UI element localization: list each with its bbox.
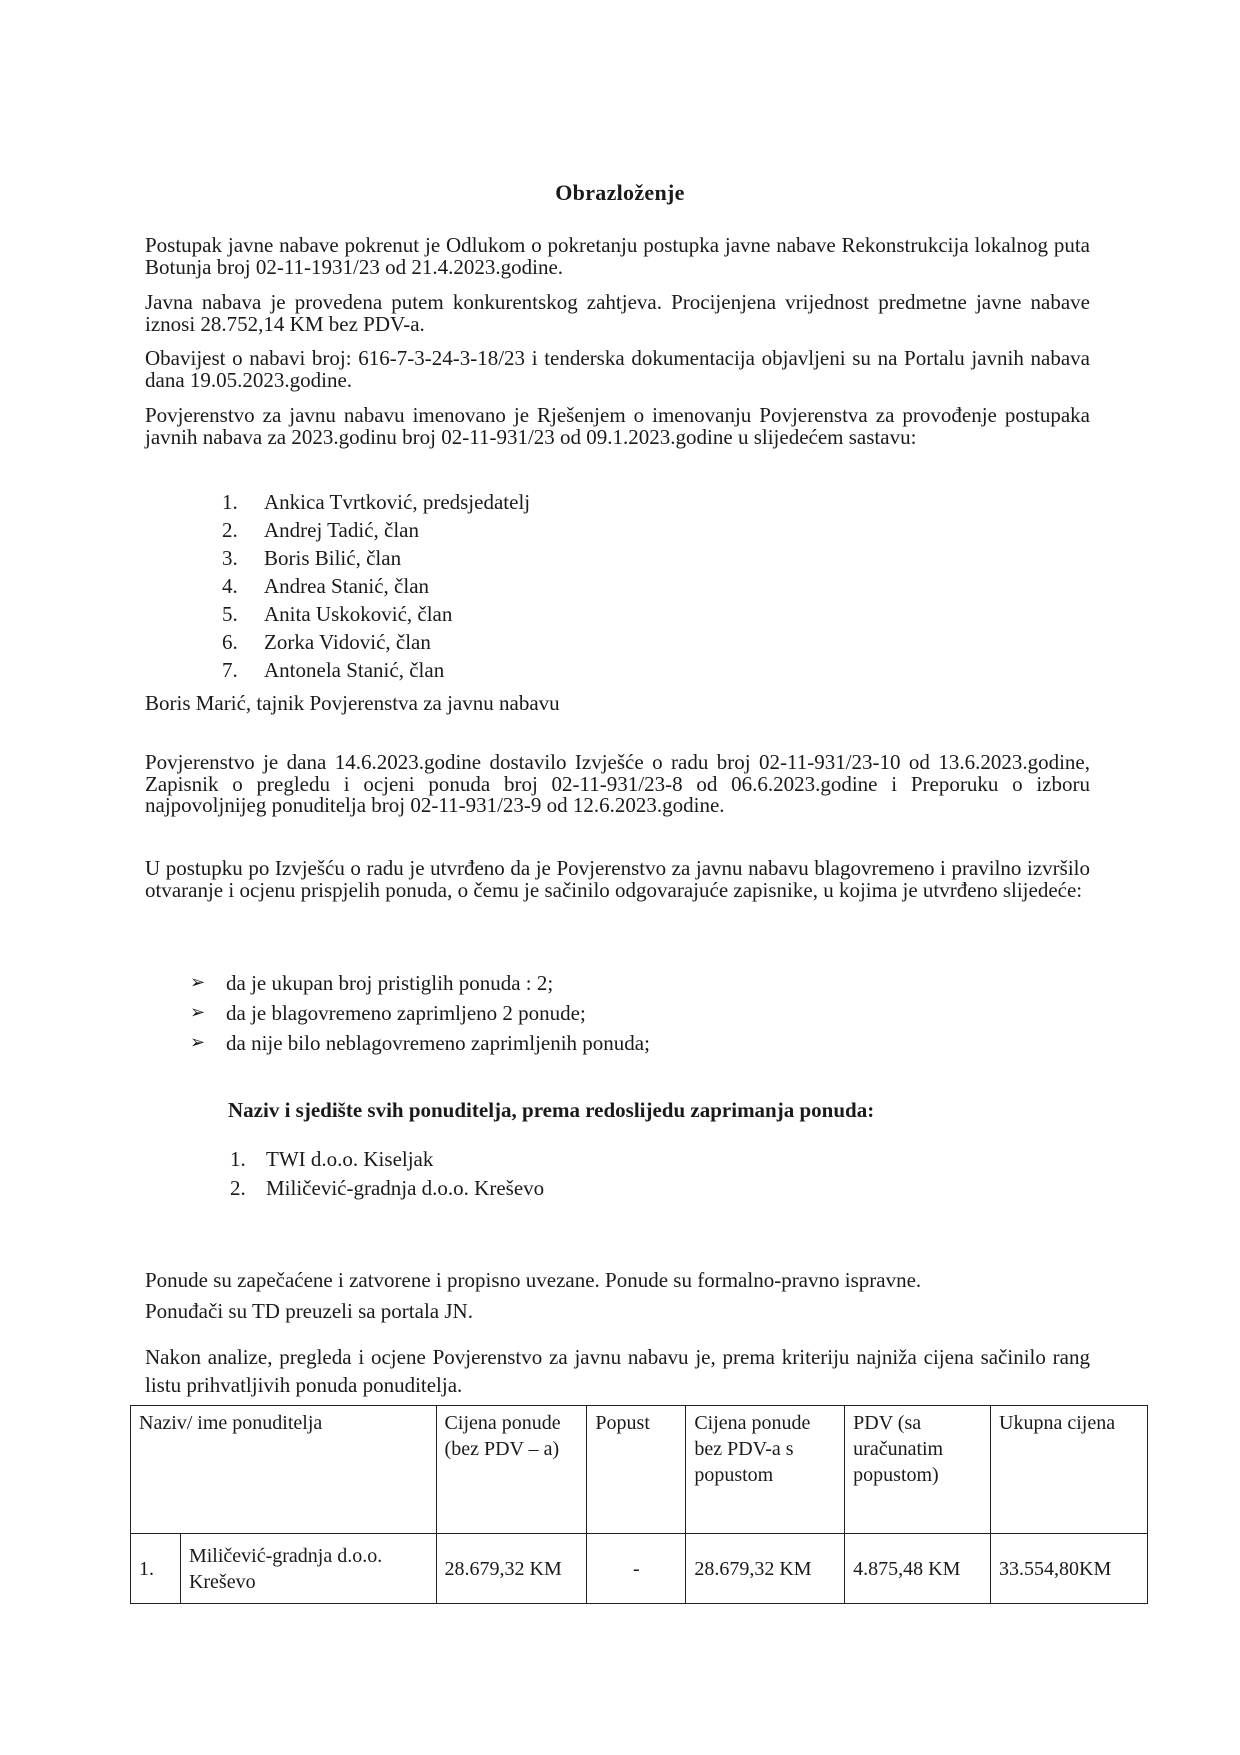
paragraph-report — [145, 752, 1090, 817]
document-title: Obrazloženje — [555, 180, 685, 205]
item-text: Andrea Stanić, član — [264, 574, 430, 598]
ranking-table — [130, 1405, 1148, 1604]
secretary-line: Boris Marić, tajnik Povjerenstva za javnu nabavu — [145, 691, 560, 715]
item-number: 7. — [222, 658, 238, 682]
header-cell-price-discount: Cijena ponude bez PDV-a s popustom — [686, 1406, 845, 1534]
item-text: Ankica Tvrtković, predsjedatelj — [264, 490, 531, 514]
item-number: 2. — [222, 518, 238, 542]
list-item — [222, 544, 530, 572]
list-item — [190, 968, 650, 998]
header-cell-name: Naziv/ ime ponuditelja — [131, 1406, 437, 1534]
item-text: da je ukupan broj pristiglih ponuda : 2; — [226, 971, 554, 995]
cell-vat: 4.875,48 KM — [845, 1534, 991, 1604]
arrow-bullet-icon: ➢ — [190, 1032, 206, 1053]
paragraph-text: Nakon analize, pregleda i ocjene Povjerenstvo za javnu nabavu je, prema kriteriju najniža cijena sačinilo rang listu prihvatljivih ponuda ponuditelja. — [145, 1345, 1090, 1397]
item-text: da nije bilo neblagovremeno zaprimljenih ponuda; — [226, 1031, 650, 1055]
cell-rank: 1. — [131, 1534, 181, 1604]
table-header-row — [131, 1406, 1148, 1534]
item-text: Andrej Tadić, član — [264, 518, 419, 542]
header-cell-total: Ukupna cijena — [991, 1406, 1148, 1534]
paragraph-findings-intro — [145, 858, 1090, 901]
header-cell-discount: Popust — [587, 1406, 686, 1534]
paragraph-text: Povjerenstvo je dana 14.6.2023.godine dostavilo Izvješće o radu broj 02-11-931/23-10 od 13.6.2023.godine, Zapisnik o pregledu i ocjeni ponuda broj 02-11-931/23-8 od 06.6.2023.godine i Preporuku o izboru najpovoljnijeg ponuditelja broj 02-11-931/23-9 od 12.6.2023.godine. — [145, 750, 1090, 817]
item-number: 3. — [222, 546, 238, 570]
list-item — [222, 488, 530, 516]
paragraph-text: Obavijest o nabavi broj: 616-7-3-24-3-18/23 i tenderska dokumentacija objavljeni su na Portalu javnih nabava dana 19.05.2023.godine. — [145, 346, 1090, 392]
list-item — [190, 1028, 650, 1058]
arrow-bullet-icon: ➢ — [190, 1002, 206, 1023]
paragraph-offers-state — [145, 1265, 1090, 1327]
item-number: 1. — [230, 1147, 246, 1171]
list-item — [190, 998, 650, 1028]
list-item — [222, 628, 530, 656]
committee-member-list — [222, 488, 530, 684]
paragraph-text: Povjerenstvo za javnu nabavu imenovano je Rješenjem o imenovanju Povjerenstva za provođenje postupaka javnih nabava za 2023.godinu broj 02-11-931/23 od 09.1.2023.godine u slijedećem sastavu: — [145, 403, 1090, 449]
cell-discount: - — [587, 1534, 686, 1604]
item-number: 2. — [230, 1176, 246, 1200]
paragraph-committee — [145, 405, 1090, 448]
table-row — [131, 1534, 1148, 1604]
cell-name: Miličević-gradnja d.o.o. Kreševo — [180, 1534, 436, 1604]
item-text: Zorka Vidović, član — [264, 630, 431, 654]
paragraph-ranking — [145, 1343, 1090, 1399]
paragraph-notice — [145, 348, 1090, 391]
list-item — [222, 572, 530, 600]
list-item — [230, 1145, 544, 1174]
item-text: Anita Uskoković, član — [264, 602, 453, 626]
list-item — [222, 600, 530, 628]
item-text: Boris Bilić, član — [264, 546, 402, 570]
item-text: Antonela Stanić, član — [264, 658, 445, 682]
item-text: TWI d.o.o. Kiseljak — [266, 1147, 434, 1171]
header-cell-vat: PDV (sa uračunatim popustom) — [845, 1406, 991, 1534]
paragraph-procedure-start — [145, 235, 1090, 278]
item-number: 5. — [222, 602, 238, 626]
cell-price: 28.679,32 KM — [436, 1534, 587, 1604]
paragraph-text: Postupak javne nabave pokrenut je Odlukom o pokretanju postupka javne nabave Rekonstrukcija lokalnog puta Botunja broj 02-11-1931/23 od 21.4.2023.godine. — [145, 233, 1090, 279]
findings-list — [190, 968, 650, 1058]
arrow-bullet-icon: ➢ — [190, 972, 206, 993]
paragraph-text: Ponuđači su TD preuzeli sa portala JN. — [145, 1299, 473, 1323]
cell-price-discount: 28.679,32 KM — [686, 1534, 845, 1604]
paragraph-estimated-value — [145, 292, 1090, 335]
header-cell-price: Cijena ponude (bez PDV – a) — [436, 1406, 587, 1534]
list-item — [222, 656, 530, 684]
item-number: 1. — [222, 490, 238, 514]
bidders-heading: Naziv i sjedište svih ponuditelja, prema redoslijedu zaprimanja ponuda: — [228, 1098, 875, 1122]
paragraph-text: Ponude su zapečaćene i zatvorene i propisno uvezane. Ponude su formalno-pravno ispravne. — [145, 1268, 922, 1292]
bidders-list — [230, 1145, 544, 1203]
list-item — [222, 516, 530, 544]
item-text: da je blagovremeno zaprimljeno 2 ponude; — [226, 1001, 586, 1025]
cell-total: 33.554,80KM — [991, 1534, 1148, 1604]
paragraph-text: U postupku po Izvješću o radu je utvrđeno da je Povjerenstvo za javnu nabavu blagovremeno i pravilno izvršilo otvaranje i ocjenu prispjelih ponuda, o čemu je sačinilo odgovarajuće zapisnike, u kojima je utvrđeno slijedeće: — [145, 856, 1090, 902]
item-number: 4. — [222, 574, 238, 598]
list-item — [230, 1174, 544, 1203]
paragraph-text: Javna nabava je provedena putem konkurentskog zahtjeva. Procijenjena vrijednost predmetne javne nabave iznosi 28.752,14 KM bez PDV-a. — [145, 290, 1090, 336]
item-text: Miličević-gradnja d.o.o. Kreševo — [266, 1176, 545, 1200]
item-number: 6. — [222, 630, 238, 654]
